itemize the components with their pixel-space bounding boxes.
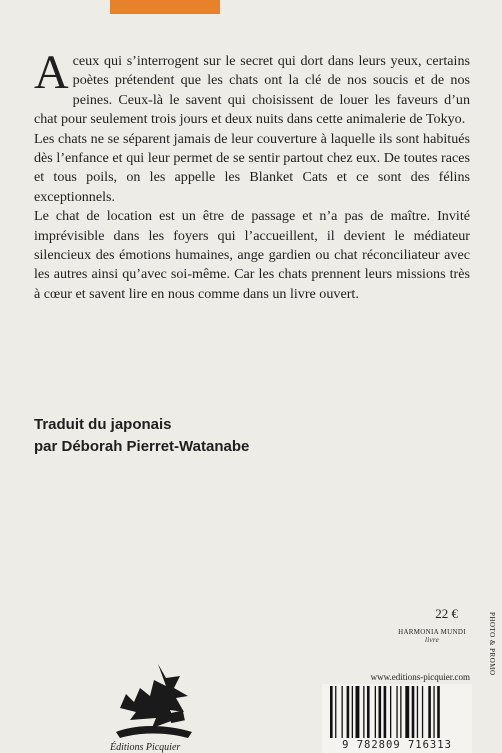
price: 22 € — [435, 606, 458, 621]
publisher-website: www.editions-picquier.com — [370, 672, 470, 682]
translator-line-2: par Déborah Pierret-Watanabe — [34, 438, 250, 455]
distributor-name: HARMONIA MUNDI — [398, 628, 466, 636]
blurb-paragraph-2: Les chats ne se séparent jamais de leur couverture à laquelle ils sont habitués dès l’enfance et qui leur permet de se sentir partout chez eux. De toutes races et tous poils, on les appelle les Blanket Cats et ce sont des félins exceptionnels. — [34, 130, 470, 205]
orange-header-band — [110, 0, 220, 14]
barcode — [322, 684, 472, 753]
blurb-paragraph-3: Le chat de location est un être de passage et n’a pas de maître. Invité imprévisible dans les foyers qui l’accueillent, il devient le médiateur silencieux des émotions humaines, ange gardien ou chat réconciliateur avec les autres ainsi qu’avec soi-même. Car les chats prennent leurs missions très à cœur et savent lire en nous comme dans un livre ouvert. — [34, 208, 470, 302]
distributor-sub: livre — [424, 636, 440, 644]
vertical-credit: PHOTO & PROMO — [488, 612, 496, 676]
barcode-number: 9 782809 716313 — [342, 739, 452, 751]
translator-line-1: Traduit du japonais — [34, 416, 172, 433]
back-cover-blurb — [34, 46, 470, 304]
blurb-paragraph-1 — [34, 46, 470, 130]
drop-cap: A — [34, 46, 69, 99]
distributor-logo — [392, 628, 472, 644]
blurb-paragraph-1-text: ceux qui s’interrogent sur le secret qui dort dans leurs yeux, certains poètes prétendent que les chats ont la clé de nos soucis et de nos peines. Ceux-là le savent qui choisissent de louer les faveurs d’un chat pour seulement trois jours et deux nuits dans cette animalerie de Tokyo. — [34, 53, 470, 128]
translator-credit — [34, 414, 474, 458]
barcode-bars — [328, 686, 466, 738]
publisher-logo-icon — [96, 658, 206, 744]
publisher-logo-text: Éditions Picquier — [110, 742, 181, 753]
